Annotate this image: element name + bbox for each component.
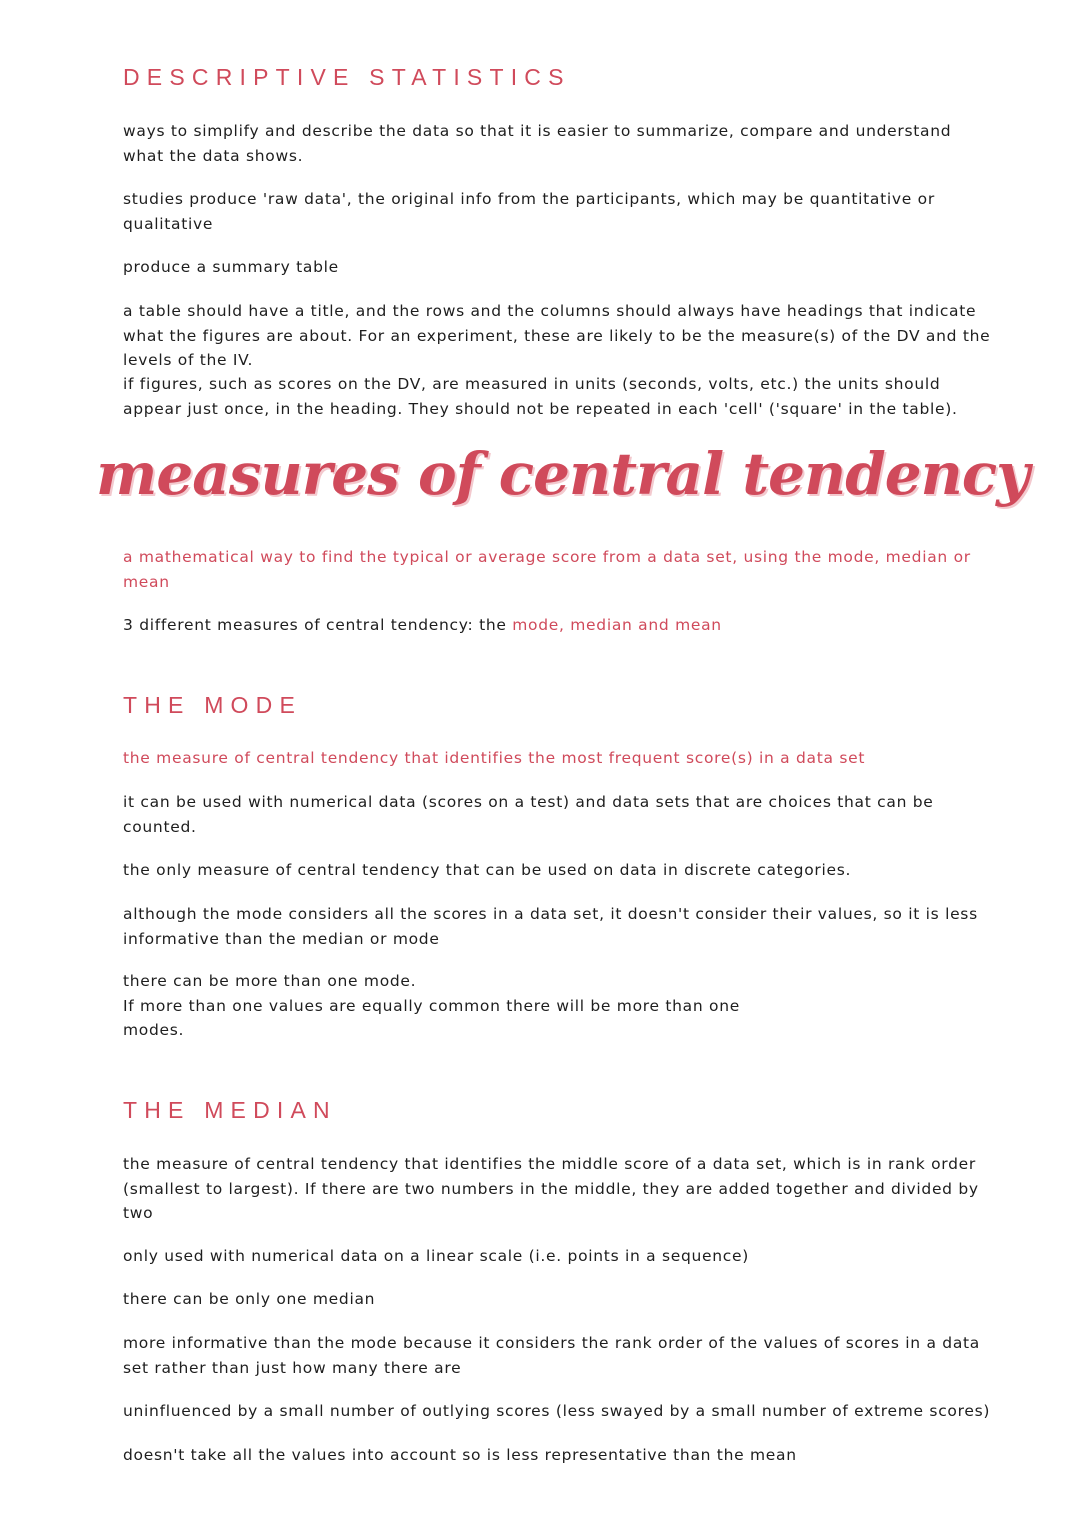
mode-multiple-line1: there can be more than one mode.	[123, 972, 417, 990]
table-units-note: if figures, such as scores on the DV, are measured in units (seconds, volts, etc.) the units should appear just once, in the heading. They should not be repeated in each 'cell' ('square' in the table).	[123, 375, 958, 418]
central-tendency-definition: a mathematical way to find the typical or average score from a data set, using the mode, median or mean	[123, 548, 971, 591]
descriptive-statistics-heading: DESCRIPTIVE STATISTICS	[123, 64, 571, 90]
mode-definition: the measure of central tendency that identifies the most frequent score(s) in a data set	[123, 749, 866, 767]
three-measures-note	[123, 613, 993, 638]
raw-data-note: studies produce 'raw data', the original info from the participants, which may be quantitative or qualitative	[123, 190, 935, 233]
mode-numerical-note: it can be used with numerical data (scores on a test) and data sets that are choices that can be counted.	[123, 793, 934, 836]
mode-multiple-line3: modes.	[123, 1021, 185, 1039]
mode-heading: THE MODE	[123, 692, 302, 718]
median-only-one-note: there can be only one median	[123, 1290, 376, 1308]
descriptive-definition: ways to simplify and describe the data so that it is easier to summarize, compare and understand what the data shows.	[123, 122, 952, 165]
mode-multiple-line2: If more than one values are equally common there will be more than one	[123, 997, 740, 1015]
three-measures-highlight: mode, median and mean	[512, 616, 722, 634]
central-tendency-title: measures of central tendency	[96, 440, 1029, 508]
median-outlier-note: uninfluenced by a small number of outlying scores (less swayed by a small number of extreme scores)	[123, 1402, 991, 1420]
mode-discrete-note: the only measure of central tendency that can be used on data in discrete categories.	[123, 861, 852, 879]
summary-table-note: produce a summary table	[123, 258, 339, 276]
median-definition: the measure of central tendency that identifies the middle score of a data set, which is in rank order (smallest to largest). If there are two numbers in the middle, they are added together and divided by two	[123, 1155, 979, 1222]
three-measures-prefix: 3 different measures of central tendency: the	[123, 616, 513, 634]
mode-informative-note: although the mode considers all the scores in a data set, it doesn't consider their values, so it is less informative than the median or mode	[123, 905, 978, 948]
median-representative-note: doesn't take all the values into account so is less representative than the mean	[123, 1446, 797, 1464]
table-headings-note: a table should have a title, and the rows and the columns should always have headings that indicate what the figures are about. For an experiment, these are likely to be the measure(s) of the DV and the levels of the IV.	[123, 302, 991, 369]
median-linear-note: only used with numerical data on a linear scale (i.e. points in a sequence)	[123, 1247, 749, 1265]
median-informative-note: more informative than the mode because it considers the rank order of the values of scores in a data set rather than just how many there are	[123, 1334, 980, 1377]
median-heading: THE MEDIAN	[123, 1097, 337, 1123]
